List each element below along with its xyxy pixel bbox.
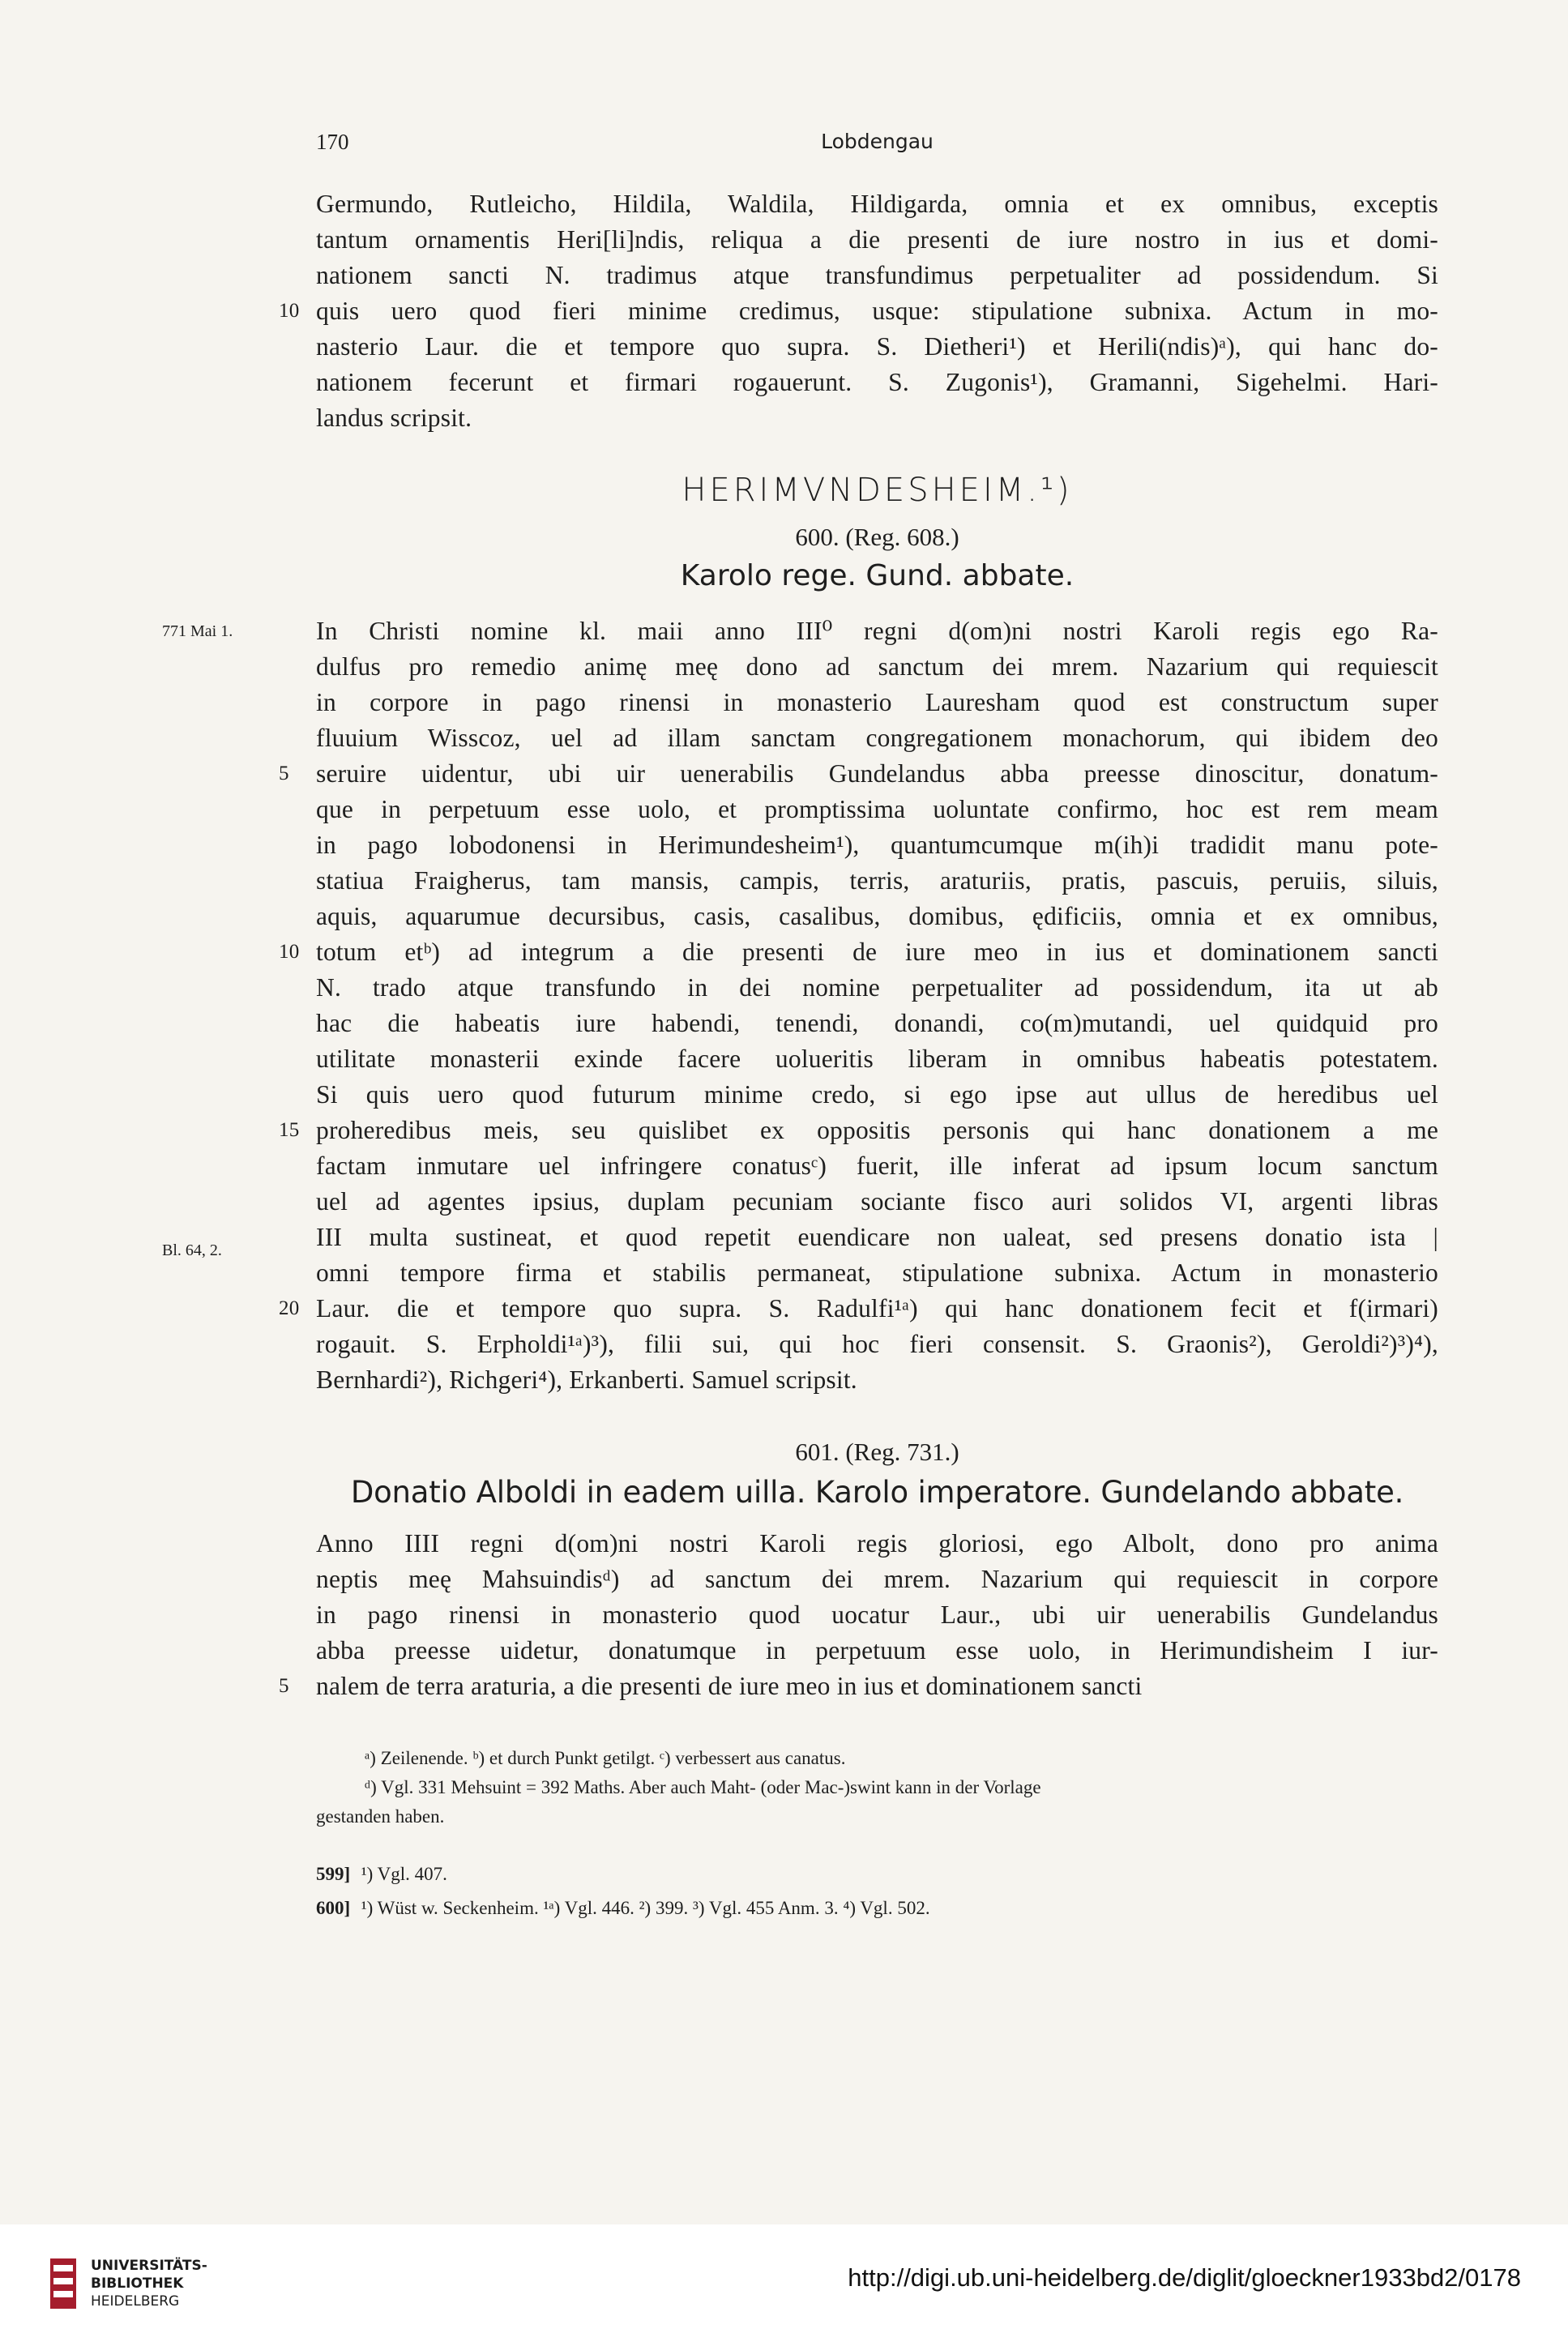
text-line-content: in corpore in pago rinensi in monasterio Lauresham quod est constructum super bbox=[316, 688, 1438, 716]
running-title: Lobdengau bbox=[821, 130, 934, 153]
text-line-content: Anno IIII regni d(om)ni nostri Karoli regis gloriosi, ego Albolt, dono pro anima bbox=[316, 1529, 1438, 1558]
text-line bbox=[316, 827, 1438, 863]
text-line-content: proheredibus meis, seu quislibet ex oppositis personis qui hanc donationem a me bbox=[316, 1116, 1438, 1144]
text-line-content: III multa sustineat, et quod repetit euendicare non ualeat, sed presens donatio ista | bbox=[316, 1223, 1438, 1251]
text-line-content: Germundo, Rutleicho, Hildila, Waldila, Hildigarda, omnia et ex omnibus, exceptis bbox=[316, 190, 1438, 218]
intro-paragraph bbox=[279, 186, 1438, 436]
text-line bbox=[316, 970, 1438, 1006]
footnote-text: ¹) Wüst w. Seckenheim. ¹ᵃ) Vgl. 446. ²) 399. ³) Vgl. 455 Anm. 3. ⁴) Vgl. 502. bbox=[361, 1898, 930, 1918]
text-line bbox=[316, 720, 1438, 756]
footnote-label: 600] bbox=[316, 1898, 351, 1918]
library-line-3: HEIDELBERG bbox=[91, 2293, 180, 2310]
text-line-content: utilitate monasterii exinde facere uolueritis liberam in omnibus habeatis potestatem. bbox=[316, 1045, 1438, 1073]
text-line-content: fluuium Wisscoz, uel ad illam sanctam congregationem monachorum, qui ibidem deo bbox=[316, 724, 1438, 752]
permalink-url[interactable]: http://digi.ub.uni-heidelberg.de/diglit/gloeckner1933bd2/0178 bbox=[848, 2263, 1521, 2292]
text-line bbox=[316, 1220, 1438, 1255]
text-line bbox=[279, 293, 1438, 329]
line-number: 15 bbox=[279, 1119, 300, 1141]
text-line-content: omni tempore firma et stabilis permaneat, stipulatione subnixa. Actum in monasterio bbox=[316, 1258, 1438, 1287]
text-line bbox=[316, 1255, 1438, 1291]
text-line-content: In Christi nomine kl. maii anno III⁰ regni d(om)ni nostri Karoli regis ego Ra- bbox=[316, 617, 1438, 645]
text-line-content: nationem fecerunt et firmari rogauerunt. S. Zugonis¹), Gramanni, Sigehelmi. Hari- bbox=[316, 368, 1438, 396]
text-line-content: rogauit. S. Erpholdi¹ᵃ)³), filii sui, qui hoc fieri consensit. S. Graonis²), Geroldi²)³)⁴), bbox=[316, 1330, 1438, 1358]
text-line bbox=[316, 1041, 1438, 1077]
text-line bbox=[316, 685, 1438, 720]
line-number: 20 bbox=[279, 1297, 300, 1319]
text-line bbox=[316, 258, 1438, 293]
text-line-content: factam inmutare uel infringere conatusᶜ) fuerit, ille inferat ad ipsum locum sanctum bbox=[316, 1152, 1438, 1180]
text-line-content: Si quis uero quod futurum minime credo, si ego ipse aut ullus de heredibus uel bbox=[316, 1080, 1438, 1109]
text-line-content: tantum ornamentis Heri[li]ndis, reliqua a die presenti de iure nostro in ius et domi- bbox=[316, 225, 1438, 254]
text-line bbox=[316, 1148, 1438, 1184]
text-line-content: Laur. die et tempore quo supra. S. Radulfi¹ᵃ) qui hanc donationem fecit et f(irmari) bbox=[316, 1294, 1438, 1323]
margin-date: 771 Mai 1. bbox=[162, 622, 233, 640]
footnote-line: ᵈ) Vgl. 331 Mehsuint = 392 Maths. Aber auch Maht- (oder Mac-)swint kann in der Vorlage bbox=[365, 1777, 1041, 1797]
text-line bbox=[316, 1633, 1438, 1669]
text-line-content: in pago rinensi in monasterio quod uocatur Laur., ubi uir uenerabilis Gundelandus bbox=[316, 1600, 1438, 1629]
text-line-content: quis uero quod fieri minime credimus, usque: stipulatione subnixa. Actum in mo- bbox=[316, 297, 1438, 325]
footnote-line: gestanden haben. bbox=[316, 1806, 445, 1827]
line-number: 5 bbox=[279, 1675, 289, 1697]
text-line-content: Bernhardi²), Richgeri⁴), Erkanberti. Samuel scripsit. bbox=[316, 1365, 857, 1394]
text-line bbox=[316, 365, 1438, 400]
library-line-1: UNIVERSITÄTS- bbox=[91, 2258, 207, 2274]
text-line-content: in pago lobodonensi in Herimundesheim¹), quantumcumque m(ih)i tradidit manu pote- bbox=[316, 831, 1438, 859]
text-line-content: neptis meę Mahsuindisᵈ) ad sanctum dei mrem. Nazarium qui requiescit in corpore bbox=[316, 1565, 1438, 1593]
text-line bbox=[316, 1077, 1438, 1113]
section-title: HERIMVNDESHEIM.¹) bbox=[681, 472, 1073, 509]
letter-footnotes bbox=[316, 1744, 1438, 1831]
footnote-600 bbox=[316, 1894, 1438, 1923]
text-line bbox=[316, 792, 1438, 827]
text-line bbox=[316, 613, 1438, 649]
line-number: 10 bbox=[279, 300, 300, 322]
charter-600-text bbox=[279, 613, 1438, 1398]
page-header bbox=[316, 130, 1438, 162]
text-line-content: nalem de terra araturia, a die presenti de iure meo in ius et dominationem sancti bbox=[316, 1672, 1143, 1700]
text-line-content: dulfus pro remedio animę meę dono ad sanctum dei mrem. Nazarium qui requiescit bbox=[316, 652, 1438, 681]
text-line-content: hac die habeatis iure habendi, tenendi, donandi, co(m)mutandi, uel quidquid pro bbox=[316, 1009, 1438, 1037]
text-line-content: nasterio Laur. die et tempore quo supra. S. Dietheri¹) et Herili(ndis)ᵃ), qui hanc do- bbox=[316, 332, 1438, 361]
footnote-label: 599] bbox=[316, 1864, 351, 1884]
charter-600-number: 600. (Reg. 608.) bbox=[795, 523, 959, 551]
text-line-content: abba preesse uidetur, donatumque in perpetuum esse uolo, in Herimundisheim I iur- bbox=[316, 1636, 1438, 1664]
text-line bbox=[316, 863, 1438, 899]
text-line bbox=[279, 934, 1438, 970]
text-line-content: N. trado atque transfundo in dei nomine perpetualiter ad possidendum, ita ut ab bbox=[316, 973, 1438, 1002]
footnote-line: ᵃ) Zeilenende. ᵇ) et durch Punkt getilgt. ᶜ) verbessert aus canatus. bbox=[365, 1748, 846, 1768]
text-line bbox=[316, 186, 1438, 222]
text-line-content: que in perpetuum esse uolo, et promptissima uoluntate confirmo, hoc est rem meam bbox=[316, 795, 1438, 823]
text-line-content: seruire uidentur, ubi uir uenerabilis Gundelandus abba preesse dinoscitur, donatum- bbox=[316, 759, 1438, 788]
library-line-2: BIBLIOTHEK bbox=[91, 2275, 184, 2292]
margin-reference: Bl. 64, 2. bbox=[162, 1241, 222, 1259]
text-line bbox=[316, 329, 1438, 365]
text-line bbox=[316, 400, 1438, 436]
footnote-599 bbox=[316, 1860, 1438, 1889]
library-name bbox=[91, 2257, 207, 2310]
text-line bbox=[316, 1597, 1438, 1633]
text-line bbox=[316, 222, 1438, 258]
line-number: 10 bbox=[279, 941, 300, 963]
text-line bbox=[279, 1113, 1438, 1148]
numbered-footnotes bbox=[316, 1860, 1438, 1923]
text-line bbox=[316, 1006, 1438, 1041]
text-line bbox=[316, 899, 1438, 934]
text-line bbox=[316, 1327, 1438, 1362]
charter-601-text bbox=[279, 1526, 1438, 1704]
text-line-content: nationem sancti N. tradimus atque transfundimus perpetualiter ad possidendum. Si bbox=[316, 261, 1438, 289]
text-line bbox=[316, 1362, 1438, 1398]
footnote-text: ¹) Vgl. 407. bbox=[361, 1864, 447, 1884]
text-line bbox=[316, 1184, 1438, 1220]
text-line-content: statiua Fraigherus, tam mansis, campis, terris, araturiis, pratis, pascuis, peruiis, siluis, bbox=[316, 866, 1438, 895]
viewer-footer bbox=[0, 2224, 1568, 2346]
text-line-content: aquis, aquarumue decursibus, casis, casalibus, domibus, ędificiis, omnia et ex omnibus, bbox=[316, 902, 1438, 930]
text-line bbox=[316, 1526, 1438, 1562]
charter-601-heading: Donatio Alboldi in eadem uilla. Karolo imperatore. Gundelando abbate. bbox=[350, 1475, 1404, 1510]
text-line bbox=[279, 1669, 1438, 1704]
text-line-content: totum etᵇ) ad integrum a die presenti de iure meo in ius et dominationem sancti bbox=[316, 938, 1438, 966]
text-line-content: uel ad agentes ipsius, duplam pecuniam sociante fisco auri solidos VI, argenti libras bbox=[316, 1187, 1438, 1216]
text-line-content: landus scripsit. bbox=[316, 404, 472, 432]
charter-600-heading: Karolo rege. Gund. abbate. bbox=[680, 559, 1075, 592]
charter-601-number: 601. (Reg. 731.) bbox=[795, 1438, 959, 1466]
text-line bbox=[279, 1291, 1438, 1327]
text-line bbox=[279, 756, 1438, 792]
line-number: 5 bbox=[279, 763, 289, 784]
text-line bbox=[316, 1562, 1438, 1597]
page-number: 170 bbox=[316, 130, 349, 154]
text-line bbox=[316, 649, 1438, 685]
library-logo-icon bbox=[47, 2255, 79, 2312]
